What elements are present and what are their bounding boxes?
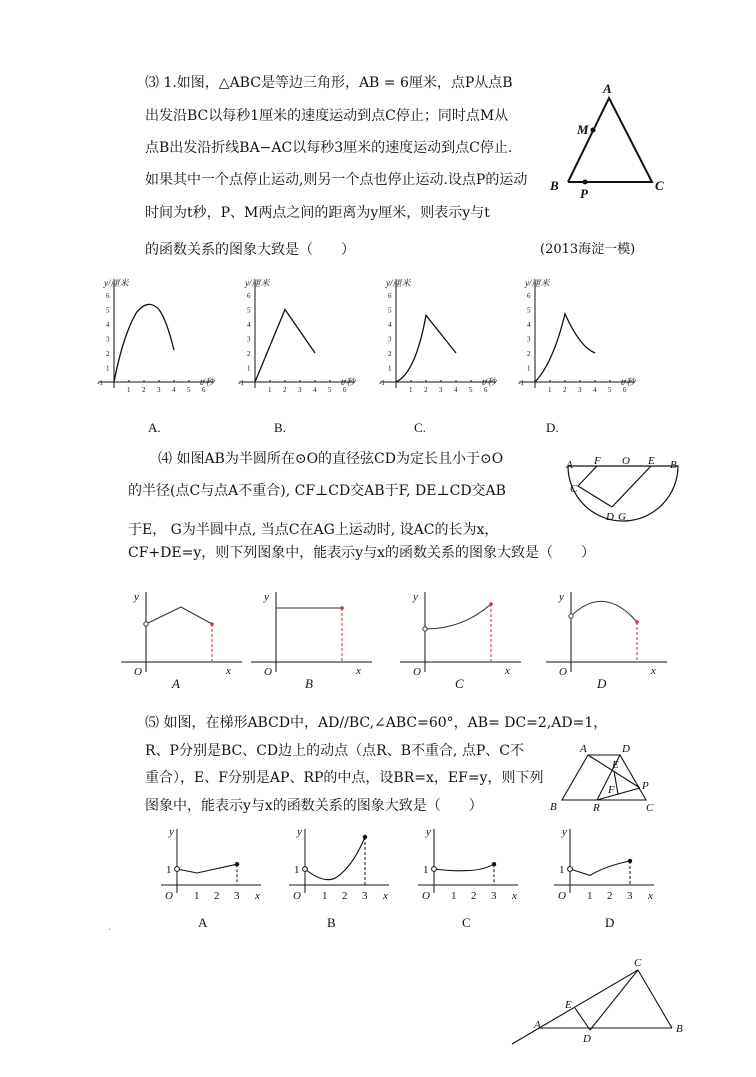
q3-neg-tick: -1 — [97, 379, 103, 387]
q5-open-point — [303, 867, 308, 872]
q4-line-4: CF+DE=y，则下列图象中，能表示y与x的函数关系的图象大致是（ ） — [128, 545, 596, 561]
q3-x-tick: 3 — [298, 386, 302, 394]
q5-axis-y-label: y — [426, 826, 431, 838]
q3-x-axis-label: t/秒 — [621, 377, 636, 387]
q5-x-tick: 3 — [627, 890, 633, 902]
q3-line-3: 点B出发沿折线BA−AC以每秒3厘米的速度运动到点C停止. — [145, 140, 513, 156]
q4-label-c: C — [570, 483, 578, 495]
q5-x-tick: 1 — [194, 890, 200, 902]
q5-label-b: B — [550, 801, 557, 813]
q4-end-point — [340, 606, 344, 610]
q5-line-4: 图象中，能表示y与x的函数关系的图象大致是（ ） — [145, 798, 483, 814]
q5-trapezoid-figure — [562, 755, 646, 800]
q5-y-tick: 1 — [423, 864, 429, 876]
q3-x-tick: 4 — [313, 386, 317, 394]
q5-label-c: C — [646, 802, 654, 814]
q3-y-tick: 5 — [388, 306, 392, 315]
q3-x-tick: 2 — [283, 386, 287, 394]
q4-axis-x-label: x — [356, 665, 361, 677]
q5-graphs — [161, 826, 654, 902]
q3-option-a: A. — [148, 420, 161, 435]
q3-x-tick: 1 — [127, 386, 131, 394]
q3-option-b: B. — [274, 420, 286, 435]
q5-axis-x-label: x — [512, 890, 517, 902]
q5-curve — [177, 864, 237, 873]
label-b: B — [550, 178, 559, 193]
q3-x-tick: 1 — [268, 386, 272, 394]
q4-line-1: ⑷ 如图AB为半圆所在⊙O的直径弦CD为定长且小于⊙O — [158, 451, 504, 467]
q3-neg-tick: -1 — [238, 379, 244, 387]
q5-x-tick: 2 — [214, 890, 220, 902]
q3-line-6: 的函数关系的图象大致是（ ） — [145, 242, 355, 258]
q3-x-axis-label: t/秒 — [482, 377, 497, 387]
q3-y-tick: 2 — [527, 350, 531, 358]
q5-x-tick: 2 — [607, 890, 613, 902]
q3-neg-tick: -1 — [379, 379, 385, 387]
q3-x-tick: 3 — [439, 386, 443, 394]
bottom-label-e: E — [565, 999, 572, 1011]
q5-option-d: D — [605, 915, 615, 930]
bottom-label-a: A — [534, 1019, 541, 1031]
q3-y-tick: 5 — [106, 306, 110, 315]
q3-x-tick: 6 — [202, 386, 206, 394]
q4-label-b: B — [670, 459, 677, 471]
q5-end-point — [235, 862, 239, 866]
q4-axis-x-label: x — [226, 665, 231, 677]
q3-y-tick: 1 — [106, 364, 110, 373]
label-a: A — [603, 81, 612, 96]
q3-option-c: C. — [414, 420, 426, 435]
q4-axis-y-label: y — [134, 591, 139, 603]
q5-x-tick: 3 — [362, 890, 368, 902]
q4-option-d: D — [597, 676, 607, 691]
q4-axis-y-label: y — [413, 591, 418, 603]
q3-x-tick: 1 — [409, 386, 413, 394]
q4-curve — [425, 604, 491, 629]
q5-line-1: ⑸ 如图，在梯形ABCD中，AD//BC,∠ABC=60°，AB= DC=2,AD=1， — [145, 715, 608, 731]
q4-origin-label: O — [559, 666, 567, 678]
q4-label-f: F — [594, 455, 601, 467]
q3-curve — [535, 314, 595, 382]
q3-curve — [255, 310, 315, 383]
q5-origin-label: O — [422, 890, 430, 902]
q3-y-tick: 3 — [527, 335, 531, 344]
q3-y-tick: 5 — [247, 306, 251, 315]
bottom-label-c: C — [634, 957, 642, 969]
q4-end-point — [210, 622, 214, 626]
q4-origin-label: O — [134, 666, 142, 678]
q3-y-tick: 2 — [388, 350, 392, 358]
q5-end-point — [492, 862, 496, 866]
q5-label-f: F — [608, 784, 615, 796]
q3-y-tick: 6 — [247, 292, 251, 300]
q5-axis-y-label: y — [562, 826, 567, 838]
q3-x-tick: 2 — [424, 386, 428, 394]
q5-axis-y-label: y — [169, 826, 174, 838]
q5-label-a: A — [580, 743, 587, 755]
q3-x-tick: 5 — [328, 386, 332, 394]
q4-origin-label: O — [264, 666, 272, 678]
q5-option-a: A — [198, 915, 208, 930]
q3-neg-tick: -1 — [518, 379, 524, 387]
q4-label-d: D — [606, 511, 614, 523]
q4-axis-x-label: x — [505, 665, 510, 677]
q3-y-axis-label: y/厘米 — [245, 278, 270, 288]
q3-y-tick: 6 — [527, 292, 531, 300]
q5-line-3: 重合），E、F分别是AP、RP的中点，设BR=x，EF=y，则下列 — [145, 770, 544, 786]
q5-option-c: C — [462, 915, 471, 930]
q4-curve — [146, 607, 212, 624]
q5-origin-label: O — [558, 890, 566, 902]
q4-graphs — [121, 591, 667, 678]
q3-y-tick: 1 — [247, 364, 251, 373]
q3-y-tick: 4 — [388, 321, 392, 329]
q5-origin-label: O — [293, 890, 301, 902]
q5-x-tick: 3 — [491, 890, 497, 902]
q4-option-a: A — [172, 676, 180, 691]
q3-y-tick: 6 — [106, 292, 110, 300]
q3-y-tick: 2 — [247, 350, 251, 358]
q4-label-a: A — [566, 459, 573, 471]
q5-origin-label: O — [165, 890, 173, 902]
stray-dot: . — [108, 918, 112, 933]
q5-label-r: R — [593, 802, 600, 814]
q5-x-tick: 1 — [322, 890, 328, 902]
q3-x-tick: 4 — [172, 386, 176, 394]
q4-option-b: B — [305, 676, 313, 691]
bottom-label-d: D — [583, 1033, 591, 1045]
q3-y-tick: 3 — [388, 335, 392, 344]
q3-x-tick: 3 — [578, 386, 582, 394]
q4-open-point — [144, 622, 148, 626]
q5-curve — [305, 837, 365, 880]
q4-line-2: 的半径(点C与点A不重合), CF⊥CD交AB于F, DE⊥CD交AB — [128, 483, 506, 499]
q3-x-axis-label: t/秒 — [200, 377, 215, 387]
q5-open-point — [175, 867, 180, 872]
q3-x-axis-label: t/秒 — [341, 377, 356, 387]
q4-line-3: 于E， G为半圆中点, 当点C在AG上运动时, 设AC的长为x， — [128, 522, 499, 538]
q3-line-2: 出发沿BC以每秒1厘米的速度运动到点C停止；同时点M从 — [145, 108, 509, 124]
point-m — [591, 128, 596, 133]
q3-y-axis-label: y/厘米 — [525, 278, 550, 288]
q4-axis-y-label: y — [559, 591, 564, 603]
q5-label-p: P — [642, 780, 649, 792]
q3-x-tick: 6 — [343, 386, 347, 394]
q3-curve — [396, 315, 456, 382]
q5-label-e: E — [612, 759, 619, 771]
q3-y-tick: 5 — [527, 306, 531, 315]
q5-x-tick: 2 — [342, 890, 348, 902]
q3-line-5: 时间为t秒，P、M两点之间的距离为y厘米，则表示y与t — [145, 205, 490, 221]
q3-x-tick: 3 — [157, 386, 161, 394]
q3-x-tick: 4 — [593, 386, 597, 394]
q3-option-d: D. — [546, 420, 559, 435]
q5-open-point — [432, 867, 437, 872]
q3-x-tick: 5 — [608, 386, 612, 394]
q5-x-tick: 2 — [471, 890, 477, 902]
q5-curve — [570, 861, 630, 875]
q3-x-tick: 2 — [142, 386, 146, 394]
q3-x-tick: 4 — [454, 386, 458, 394]
q3-y-tick: 1 — [527, 364, 531, 373]
q5-open-point — [568, 867, 573, 872]
q5-y-tick: 1 — [294, 864, 300, 876]
q3-source: (2013海淀一模) — [540, 242, 636, 257]
q5-line-2: R、P分别是BC、CD边上的动点（点R、B不重合, 点P、C不 — [145, 743, 525, 759]
q4-axis-x-label: x — [651, 665, 656, 677]
bottom-label-b: B — [676, 1023, 683, 1035]
q4-axis-y-label: y — [264, 591, 269, 603]
q3-y-tick: 4 — [527, 321, 531, 329]
label-c: C — [655, 178, 664, 193]
q3-line-4: 如果其中一个点停止运动,则另一个点也停止运动.设点P的运动 — [145, 172, 528, 188]
q5-y-tick: 1 — [166, 864, 172, 876]
q3-x-tick: 2 — [563, 386, 567, 394]
q5-curve — [434, 864, 494, 871]
q3-y-tick: 3 — [247, 335, 251, 344]
q3-y-tick: 4 — [106, 321, 110, 329]
q3-y-tick: 3 — [106, 335, 110, 344]
q3-y-axis-label: y/厘米 — [386, 278, 411, 288]
q4-label-g: G — [618, 511, 626, 523]
q4-curve — [571, 601, 637, 622]
q4-label-o: O — [622, 455, 630, 467]
q3-curve — [114, 304, 174, 382]
q4-origin-label: O — [413, 666, 421, 678]
q4-open-point — [423, 627, 427, 631]
q5-label-d: D — [622, 743, 630, 755]
q3-y-tick: 2 — [106, 350, 110, 358]
q4-end-point — [635, 620, 639, 624]
q5-x-tick: 3 — [234, 890, 240, 902]
q5-axis-x-label: x — [255, 890, 260, 902]
q3-y-tick: 1 — [388, 364, 392, 373]
q3-y-tick: 4 — [247, 321, 251, 329]
q3-x-tick: 6 — [484, 386, 488, 394]
q5-y-tick: 1 — [559, 864, 565, 876]
q5-axis-y-label: y — [297, 826, 302, 838]
q3-x-tick: 1 — [548, 386, 552, 394]
q3-graphs — [97, 278, 637, 394]
q4-label-e: E — [648, 455, 655, 467]
q3-y-tick: 6 — [388, 292, 392, 300]
q5-x-tick: 1 — [451, 890, 457, 902]
q3-line-1: ⑶ 1.如图，△ABC是等边三角形，AB = 6厘米，点P从点B — [145, 75, 513, 91]
q3-x-tick: 6 — [623, 386, 627, 394]
q5-option-b: B — [327, 915, 336, 930]
q5-x-tick: 1 — [587, 890, 593, 902]
label-m: M — [577, 122, 589, 137]
q4-option-c: C — [455, 676, 464, 691]
q3-x-tick: 5 — [469, 386, 473, 394]
q3-triangle-figure — [568, 98, 652, 182]
q5-end-point — [363, 835, 367, 839]
q4-end-point — [489, 602, 493, 606]
q5-end-point — [628, 859, 632, 863]
label-p: P — [580, 186, 588, 201]
q3-y-axis-label: y/厘米 — [104, 278, 129, 288]
q4-open-point — [569, 614, 573, 618]
q5-axis-x-label: x — [383, 890, 388, 902]
bottom-triangle-figure — [512, 970, 672, 1044]
q3-x-tick: 5 — [187, 386, 191, 394]
q5-axis-x-label: x — [648, 890, 653, 902]
point-p — [583, 180, 588, 185]
